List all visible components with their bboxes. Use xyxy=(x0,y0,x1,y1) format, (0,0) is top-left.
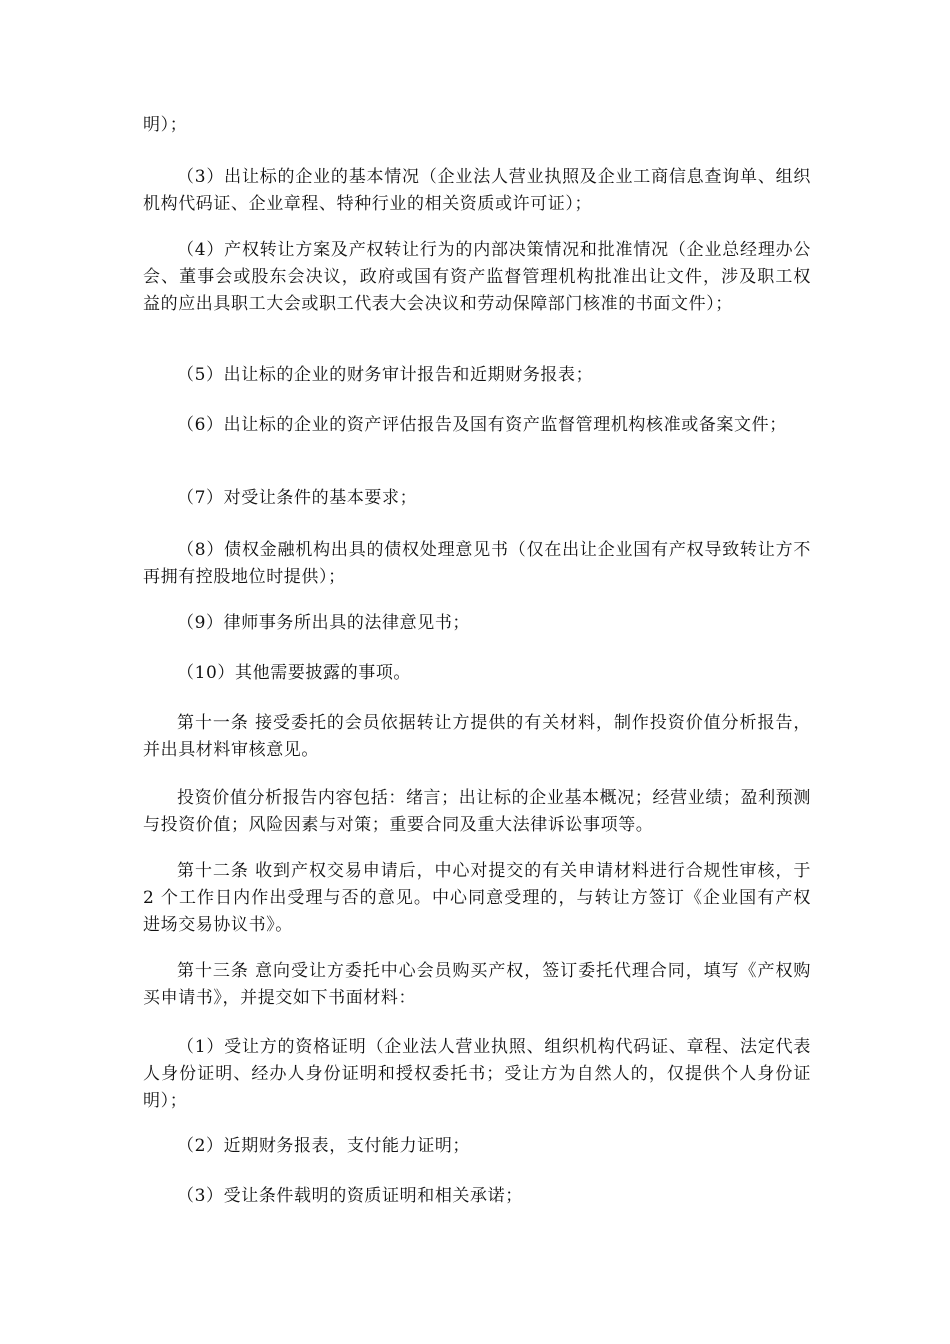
paragraph-buyer-item-1: （1）受让方的资格证明（企业法人营业执照、组织机构代码证、章程、法定代表人身份证明、经办人身份证明和授权委托书；受让方为自然人的，仅提供个人身份证明）； xyxy=(143,1037,811,1111)
paragraph-investment-report: 投资价值分析报告内容包括：绪言；出让标的企业基本概况；经营业绩；盈利预测与投资价值；风险因素与对策；重要合同及重大法律诉讼事项等。 xyxy=(143,788,811,835)
paragraph-item-3: （3）出让标的企业的基本情况（企业法人营业执照及企业工商信息查询单、组织机构代码证、企业章程、特种行业的相关资质或许可证）； xyxy=(143,167,811,214)
paragraph-item-10: （10）其他需要披露的事项。 xyxy=(177,663,412,683)
paragraph-item-7: （7）对受让条件的基本要求； xyxy=(177,488,418,508)
paragraph-item-4: （4）产权转让方案及产权转让行为的内部决策情况和批准情况（企业总经理办公会、董事会或股东会决议，政府或国有资产监督管理机构批准出让文件，涉及职工权益的应出具职工大会或职工代表大会决议和劳动保障部门核准的书面文件）； xyxy=(143,240,811,314)
paragraph-item-6: （6）出让标的企业的资产评估报告及国有资产监督管理机构核准或备案文件； xyxy=(177,415,787,435)
paragraph-article-13: 第十三条 意向受让方委托中心会员购买产权，签订委托代理合同，填写《产权购买申请书》，并提交如下书面材料： xyxy=(143,961,811,1008)
paragraph-article-11: 第十一条 接受委托的会员依据转让方提供的有关材料，制作投资价值分析报告，并出具材料审核意见。 xyxy=(143,713,811,760)
paragraph-item-5: （5）出让标的企业的财务审计报告和近期财务报表； xyxy=(177,365,594,385)
paragraph-item-8: （8）债权金融机构出具的债权处理意见书（仅在出让企业国有产权导致转让方不再拥有控股地位时提供）； xyxy=(143,540,811,587)
paragraph-article-12: 第十二条 收到产权交易申请后，中心对提交的有关申请材料进行合规性审核，于 2 个工作日内作出受理与否的意见。中心同意受理的，与转让方签订《企业国有产权进场交易协议书》。 xyxy=(143,861,811,935)
paragraph-buyer-item-3: （3）受让条件载明的资质证明和相关承诺； xyxy=(177,1186,523,1206)
paragraph-buyer-item-2: （2）近期财务报表，支付能力证明； xyxy=(177,1136,471,1156)
paragraph-item-9: （9）律师事务所出具的法律意见书； xyxy=(177,613,471,633)
paragraph-continuation: 明）； xyxy=(143,115,188,135)
